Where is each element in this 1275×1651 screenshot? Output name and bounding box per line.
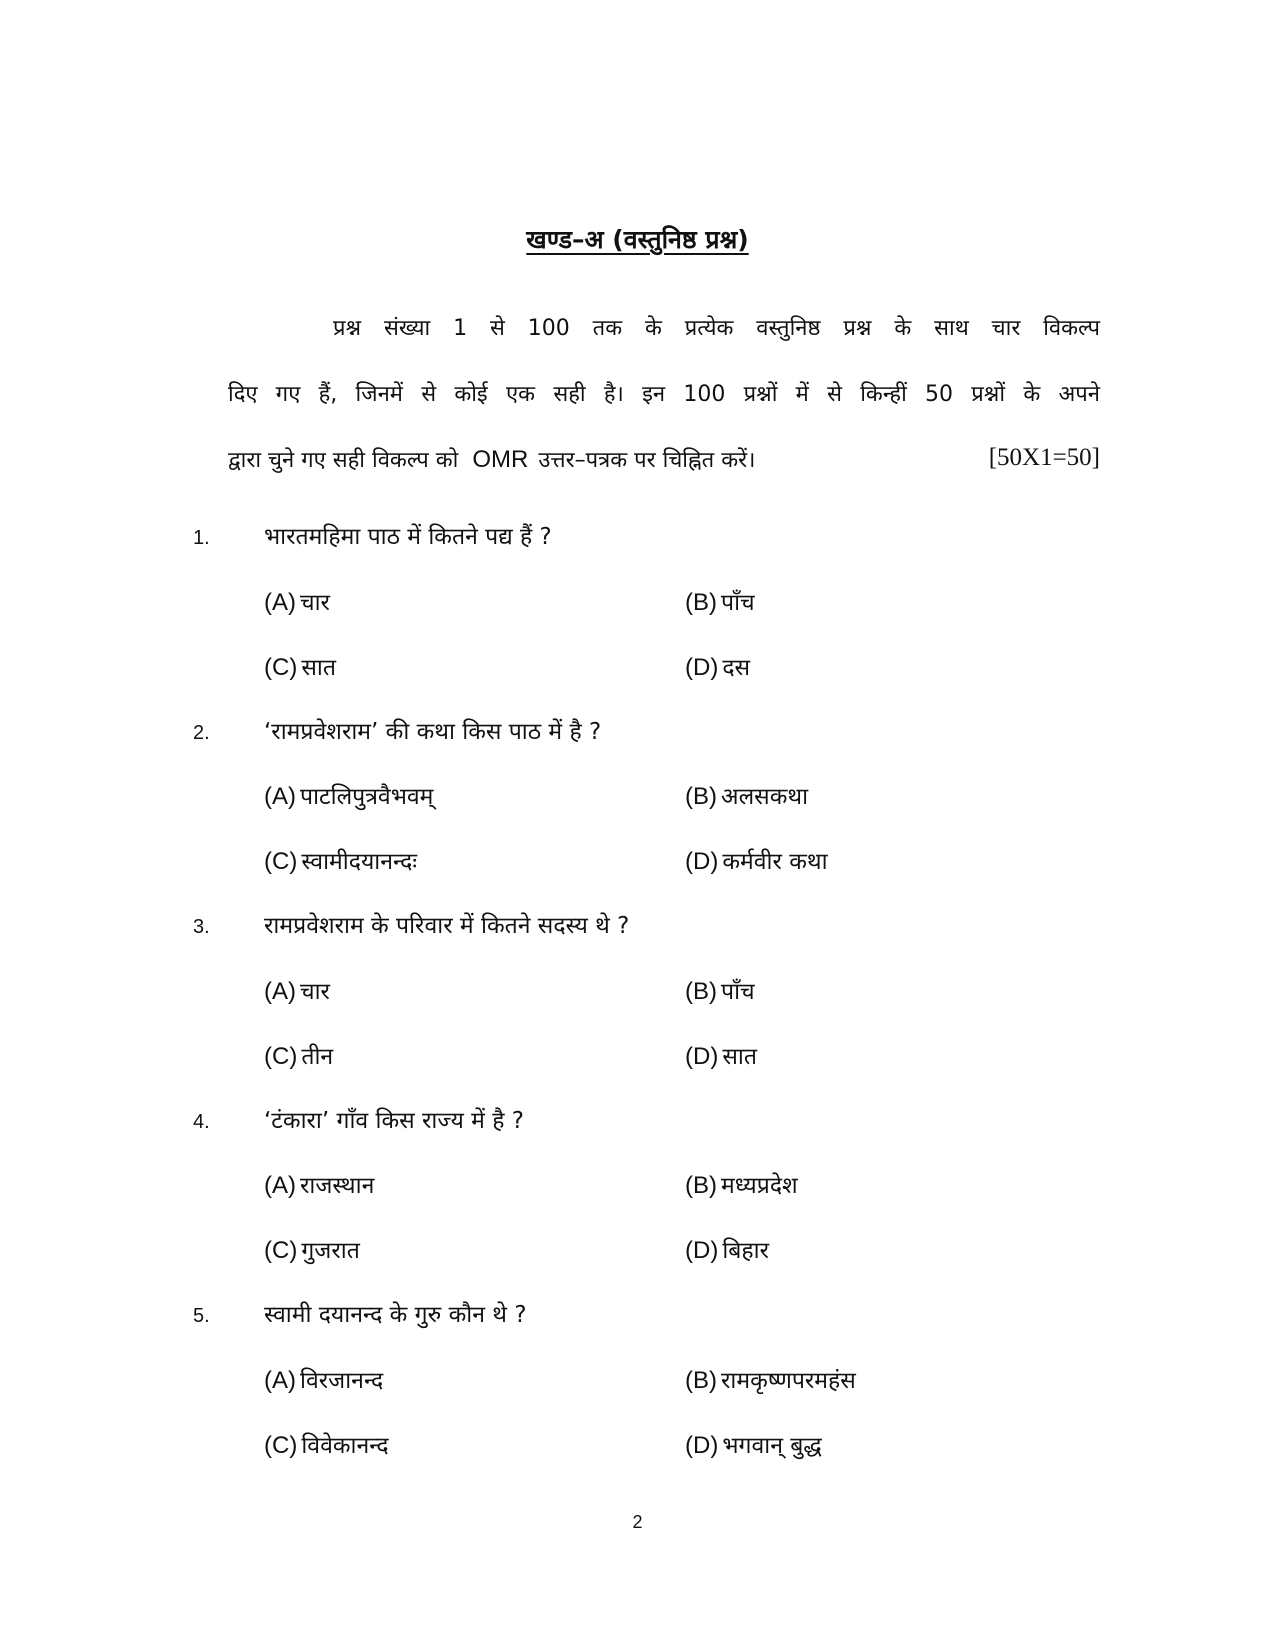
omr-text: OMR: [472, 446, 529, 473]
option-text: भगवान् बुद्ध: [722, 1433, 822, 1459]
option-c: [264, 844, 417, 876]
option-label: (B): [685, 1172, 717, 1199]
instructions-line-3-start: द्वारा चुने गए सही विकल्प को: [228, 448, 459, 473]
option-text: सात: [722, 1044, 757, 1070]
question-text: रामप्रवेशराम के परिवार में कितने सदस्य थे ?: [264, 913, 630, 939]
instructions-line-2: दिए गए हैं, जिनमें से कोई एक सही है। इन 100 प्रश्नों में से किन्हीं 50 प्रश्नों के अपने: [228, 382, 1100, 407]
question-number: 1.: [193, 527, 210, 549]
option-text: रामकृष्णपरमहंस: [721, 1368, 856, 1394]
instructions-line-3: [228, 444, 1100, 474]
option-text: विरजानन्द: [300, 1368, 384, 1394]
option-label: (D): [685, 1043, 719, 1070]
option-label: (D): [685, 1432, 719, 1459]
option-text: अलसकथा: [721, 784, 809, 810]
marks-scheme: [50X1=50]: [988, 444, 1100, 471]
option-text: पाटलिपुत्रवैभवम्: [300, 784, 434, 810]
question-number: 4.: [193, 1111, 210, 1133]
option-b: [685, 1168, 798, 1200]
option-text: चार: [300, 979, 330, 1005]
option-label: (D): [685, 654, 719, 681]
option-b: [685, 1363, 856, 1395]
question-text: स्वामी दयानन्द के गुरु कौन थे ?: [264, 1302, 527, 1328]
option-text: कर्मवीर कथा: [722, 849, 828, 875]
option-label: (A): [264, 1367, 296, 1394]
section-heading: खण्ड–अ (वस्तुनिष्ठ प्रश्न): [526, 225, 749, 254]
option-d: [685, 1039, 757, 1071]
question-text: ‘रामप्रवेशराम’ की कथा किस पाठ में है ?: [264, 719, 602, 745]
option-label: (C): [264, 1237, 298, 1264]
option-a: [264, 1363, 383, 1395]
option-label: (D): [685, 848, 719, 875]
instructions-line-1: प्रश्न संख्या 1 से 100 तक के प्रत्येक वस्तुनिष्ठ प्रश्न के साथ चार विकल्प: [333, 316, 1100, 341]
question-text: भारतमहिमा पाठ में कितने पद्य हैं ?: [264, 524, 552, 550]
option-d: [685, 844, 828, 876]
option-c: [264, 1233, 360, 1265]
instructions-line-3-end: उत्तर–पत्रक पर चिह्नित करें।: [538, 448, 756, 473]
option-b: [685, 585, 755, 617]
option-b: [685, 779, 808, 811]
option-c: [264, 650, 336, 682]
option-a: [264, 779, 433, 811]
option-text: चार: [300, 590, 330, 616]
option-text: मध्यप्रदेश: [721, 1173, 798, 1199]
question-number: 3.: [193, 916, 210, 938]
option-label: (B): [685, 1367, 717, 1394]
option-label: (C): [264, 848, 298, 875]
option-text: सात: [301, 655, 336, 681]
question-text: ‘टंकारा’ गाँव किस राज्य में है ?: [264, 1108, 524, 1134]
option-label: (B): [685, 589, 717, 616]
option-c: [264, 1428, 389, 1460]
option-label: (A): [264, 783, 296, 810]
option-label: (A): [264, 589, 296, 616]
option-a: [264, 974, 330, 1006]
option-a: [264, 585, 330, 617]
option-a: [264, 1168, 374, 1200]
question-number: 2.: [193, 722, 210, 744]
option-text: तीन: [301, 1044, 334, 1070]
question-number: 5.: [193, 1305, 210, 1327]
option-text: स्वामीदयानन्दः: [301, 849, 417, 875]
option-label: (B): [685, 978, 717, 1005]
option-b: [685, 974, 755, 1006]
option-label: (C): [264, 654, 298, 681]
page-number: 2: [632, 1512, 643, 1532]
option-text: राजस्थान: [300, 1173, 375, 1199]
option-c: [264, 1039, 333, 1071]
option-label: (C): [264, 1432, 298, 1459]
option-label: (B): [685, 783, 717, 810]
option-text: गुजरात: [301, 1238, 360, 1264]
option-text: पाँच: [721, 979, 755, 1005]
option-label: (A): [264, 978, 296, 1005]
option-d: [685, 1233, 769, 1265]
option-label: (C): [264, 1043, 298, 1070]
option-label: (A): [264, 1172, 296, 1199]
option-label: (D): [685, 1237, 719, 1264]
option-text: पाँच: [721, 590, 755, 616]
option-text: दस: [722, 655, 751, 681]
option-d: [685, 650, 750, 682]
option-d: [685, 1428, 822, 1460]
option-text: बिहार: [722, 1238, 769, 1264]
option-text: विवेकानन्द: [301, 1433, 389, 1459]
